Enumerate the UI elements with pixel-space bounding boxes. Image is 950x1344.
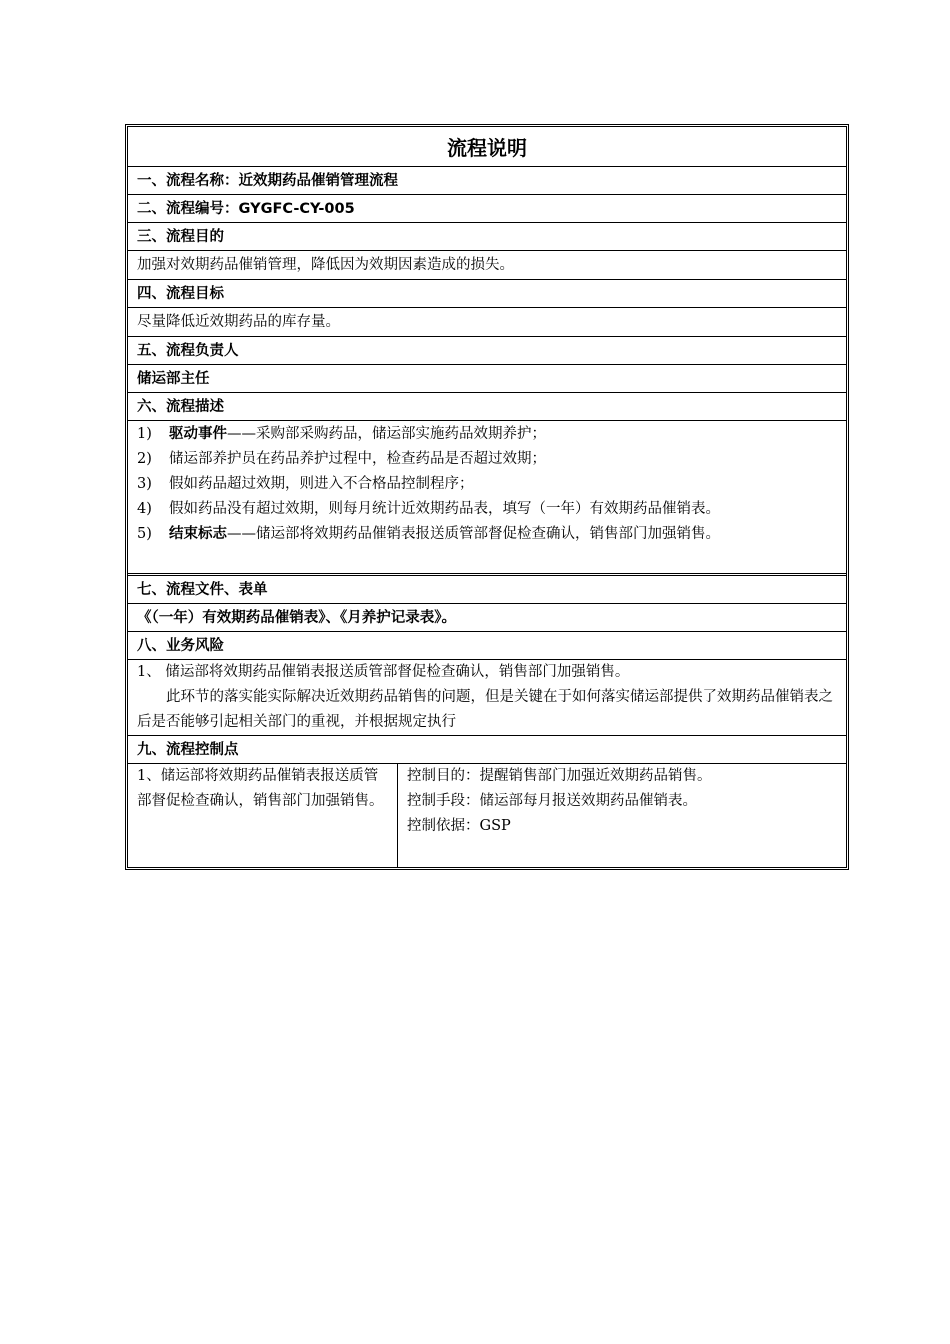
- step-number: 4): [137, 501, 152, 517]
- step-number: 5): [137, 526, 152, 542]
- step-text: 假如药品没有超过效期，则每月统计近效期药品表，填写（一年）有效期药品催销表。: [169, 501, 720, 517]
- owner-text: 储运部主任: [128, 365, 846, 393]
- step-number: 2): [137, 451, 152, 467]
- control-points: [128, 764, 846, 867]
- risk-line: 1、 储运部将效期药品催销表报送质管部督促检查确认，销售部门加强销售。: [137, 664, 630, 680]
- step-text: ——储运部将效期药品催销表报送质管部督促检查确认，销售部门加强销售。: [227, 526, 720, 542]
- process-description-table: [125, 124, 849, 870]
- files-heading: 七、流程文件、表单: [128, 576, 846, 604]
- files-text: 《（一年）有效期药品催销表》、《月养护记录表》。: [128, 604, 846, 632]
- control-heading: 九、流程控制点: [128, 736, 846, 764]
- step-text: ——采购部采购药品，储运部实施药品效期养护；: [227, 426, 546, 442]
- purpose-text: 加强对效期药品催销管理，降低因为效期因素造成的损失。: [128, 251, 846, 280]
- control-means: 控制手段：储运部每月报送效期药品催销表。: [407, 793, 697, 809]
- risk-detail: 此环节的落实能实际解决近效期药品销售的问题，但是关键在于如何落实储运部提供了效期药品催销表之后是否能够引起相关部门的重视，并根据规定执行: [137, 689, 833, 730]
- step-item: [137, 522, 846, 547]
- description-steps: [128, 421, 846, 576]
- control-purpose: 控制目的：提醒销售部门加强近效期药品销售。: [407, 768, 712, 784]
- description-heading: 六、流程描述: [128, 393, 846, 421]
- control-point-item: 1、储运部将效期药品催销表报送质管部督促检查确认，销售部门加强销售。: [128, 764, 398, 867]
- goal-text: 尽量降低近效期药品的库存量。: [128, 308, 846, 337]
- control-details: [398, 764, 846, 867]
- step-keyword: 结束标志: [169, 526, 227, 542]
- step-keyword: 驱动事件: [169, 426, 227, 442]
- process-code-row: 二、流程编号：GYGFC-CY-005: [128, 195, 846, 223]
- step-item: [137, 422, 846, 447]
- step-text: 假如药品超过效期，则进入不合格品控制程序；: [169, 476, 474, 492]
- step-text: 储运部养护员在药品养护过程中，检查药品是否超过效期；: [169, 451, 546, 467]
- step-item: [137, 447, 846, 472]
- step-number: 1): [137, 426, 152, 442]
- step-item: [137, 472, 846, 497]
- control-basis: 控制依据：GSP: [407, 818, 511, 834]
- risk-heading: 八、业务风险: [128, 632, 846, 660]
- owner-heading: 五、流程负责人: [128, 337, 846, 365]
- risk-text: [128, 660, 846, 736]
- step-item: [137, 497, 846, 522]
- goal-heading: 四、流程目标: [128, 280, 846, 308]
- step-number: 3): [137, 476, 152, 492]
- process-name-row: 一、流程名称：近效期药品催销管理流程: [128, 167, 846, 195]
- purpose-heading: 三、流程目的: [128, 223, 846, 251]
- doc-title: 流程说明: [128, 127, 846, 167]
